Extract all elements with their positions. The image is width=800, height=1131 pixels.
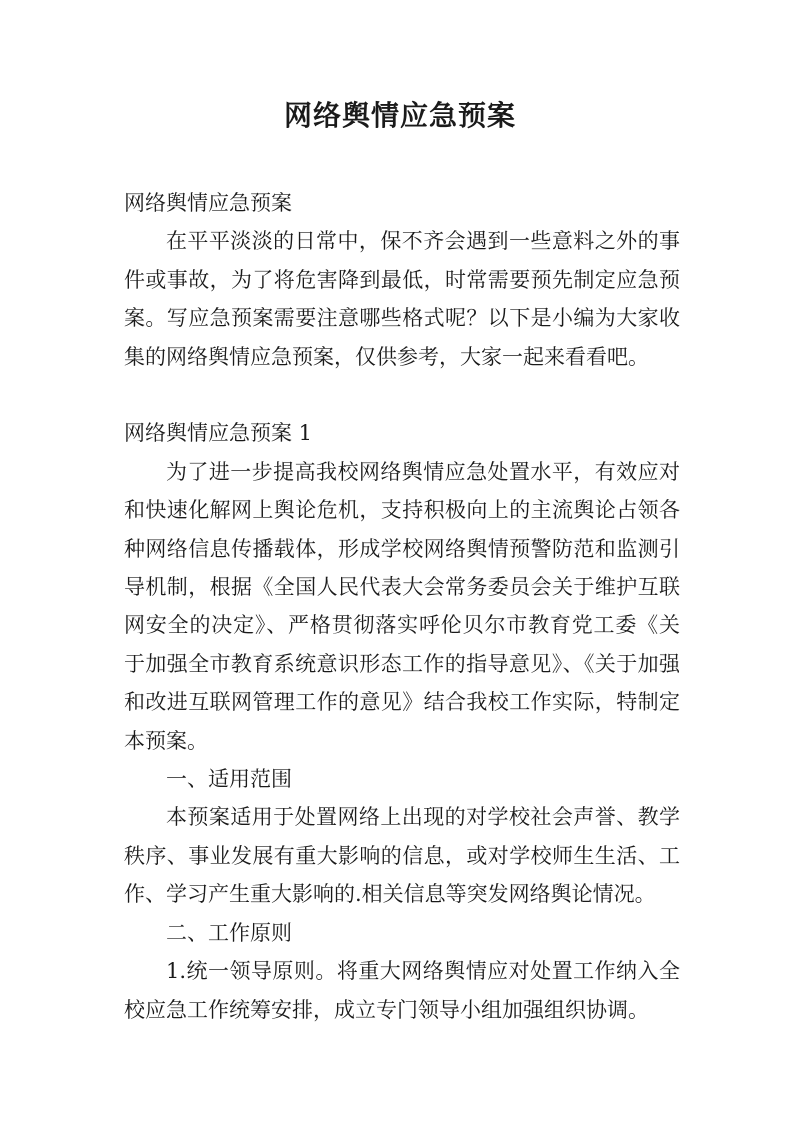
document-body	[124, 184, 680, 1029]
document-title: 网络舆情应急预案	[283, 99, 516, 132]
subtitle-paragraph: 网络舆情应急预案	[124, 191, 292, 215]
principle-1-paragraph: 1.统一领导原则。将重大网络舆情应对处置工作纳入全校应急工作统筹安排，成立专门领导小组加强组织协调。	[124, 959, 680, 1022]
heading-scope: 一、适用范围	[166, 767, 292, 792]
heading-principles: 二、工作原则	[166, 920, 292, 945]
scope-paragraph: 本预案适用于处置网络上出现的对学校社会声誉、教学秩序、事业发展有重大影响的信息，或对学校师生生活、工作、学习产生重大影响的.相关信息等突发网络舆论情况。	[124, 805, 680, 907]
section-heading: 网络舆情应急预案 1	[124, 421, 313, 446]
paragraph-spacer	[124, 376, 680, 414]
intro-paragraph: 在平平淡淡的日常中，保不齐会遇到一些意料之外的事件或事故，为了将危害降到最低，时常需要预先制定应急预案。写应急预案需要注意哪些格式呢？以下是小编为大家收集的网络舆情应急预案，仅供参考，大家一起来看看吧。	[124, 229, 680, 369]
purpose-paragraph: 为了进一步提高我校网络舆情应急处置水平，有效应对和快速化解网上舆论危机，支持积极向上的主流舆论占领各种网络信息传播载体，形成学校网络舆情预警防范和监测引导机制，根据《全国人民代表大会常务委员会关于维护互联网安全的决定》、严格贯彻落实呼伦贝尔市教育党工委《关于加强全市教育系统意识形态工作的指导意见》、《关于加强和改进互联网管理工作的意见》结合我校工作实际，特制定本预案。	[124, 459, 680, 753]
